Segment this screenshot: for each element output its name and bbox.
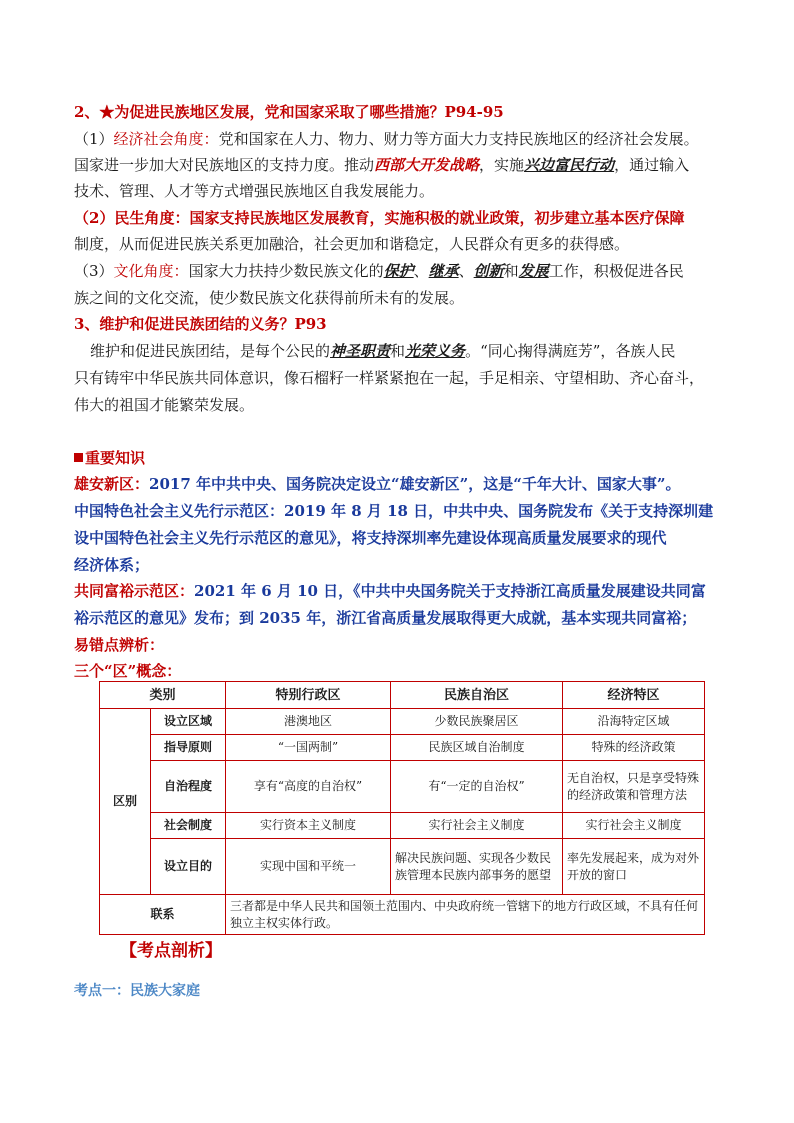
xiongan-line: 雄安新区：2017 年中共中央、国务院决定设立“雄安新区”，这是“千年大计、国家大事”。 [74,475,681,493]
relation-row: 联系 三者都是中华人民共和国领土范围内、中央政府统一管辖下的地方行政区域，不具有任何独立主权实体行政。 [100,895,705,935]
table-row: 自治程度 享有“高度的自治权” 有“一定的自治权” 无自治权，只是享受特殊的经济政策和管理方法 [100,761,705,813]
group-label: 区别 [100,709,151,895]
border-prosperity-emphasis: 兴边富民行动 [524,156,615,174]
q2-paragraph-2-line-2: 制度，从而促进民族关系更加融洽，社会更加和谐稳定，人民群众有更多的获得感。 [74,235,630,253]
table-header: 类别 [100,682,226,709]
q2-paragraph-1-line-2: 国家进一步加大对民族地区的支持力度。推动西部大开发战略，实施兴边富民行动，通过输入 [74,156,690,174]
table-header: 经济特区 [563,682,705,709]
q2-paragraph-3-line-2: 族之间的文化交流，使少数民族文化获得前所未有的发展。 [74,289,465,307]
western-development-emphasis: 西部大开发战略 [374,156,480,174]
shenzhen-line-1: 中国特色社会主义先行示范区：2019 年 8 月 18 日，中共中央、国务院发布《关于支持深圳建 [74,502,714,520]
table-header-row [100,682,705,709]
question-3-title: 3、维护和促进民族团结的义务？P93 [74,315,327,333]
three-zones-label: 三个“区”概念： [74,662,182,680]
q3-line-3: 伟大的祖国才能繁荣发展。 [74,396,255,414]
q2-paragraph-1-line-1: （1）经济社会角度：党和国家在人力、物力、财力等方面大力支持民族地区的经济社会发展。 [74,130,699,148]
exam-analysis-heading: 【考点剖析】 [120,941,222,961]
exam-point-one: 考点一：民族大家庭 [74,983,200,999]
table-row: 设立目的 实现中国和平统一 解决民族问题、实现各少数民族管理本民族内部事务的愿望 率先发展起来，成为对外开放的窗口 [100,839,705,895]
table-row: 社会制度 实行资本主义制度 实行社会主义制度 实行社会主义制度 [100,813,705,839]
table-row: 区别 设立区域 港澳地区 少数民族聚居区 沿海特定区域 [100,709,705,735]
shenzhen-line-3: 经济体系； [74,556,150,574]
q2-paragraph-2-line-1: （2）民生角度：国家支持民族地区发展教育，实施积极的就业政策，初步建立基本医疗保障 [74,209,685,227]
q3-line-2: 只有铸牢中华民族共同体意识，像石榴籽一样紧紧抱在一起，手足相亲、守望相助、齐心奋斗， [74,369,705,387]
common-prosperity-line-2: 裕示范区的意见》发布；到 2035 年，浙江省高质量发展取得更大成就，基本实现共同富裕； [74,609,697,627]
table-row: 指导原则 “一国两制” 民族区域自治制度 特殊的经济政策 [100,735,705,761]
question-2-title: 2、★为促进民族地区发展，党和国家采取了哪些措施？P94-95 [74,103,504,121]
culture-angle-label: 文化角度： [113,262,189,280]
important-knowledge-heading: 重要知识 [74,447,145,469]
common-prosperity-line-1: 共同富裕示范区：2021 年 6 月 10 日，《中共中央国务院关于支持浙江高质量发展建设共同富 [74,582,706,600]
q2-paragraph-3-line-1: （3）文化角度：国家大力扶持少数民族文化的保护、继承、创新和发展工作，积极促进各民 [74,262,684,280]
economic-angle-label: 经济社会角度： [113,130,219,148]
q2-paragraph-1-line-3: 技术、管理、人才等方式增强民族地区自我发展能力。 [74,182,435,200]
three-zones-table [99,681,705,935]
q3-line-1: 维护和促进民族团结，是每个公民的神圣职责和光荣义务。“同心掬得满庭芳”，各族人民 [90,342,676,360]
table-header: 特别行政区 [226,682,391,709]
square-bullet-icon [74,453,83,462]
error-prone-label: 易错点辨析： [74,636,165,654]
table-header: 民族自治区 [391,682,563,709]
shenzhen-line-2: 设中国特色社会主义先行示范区的意见》，将支持深圳率先建设体现高质量发展要求的现代 [74,529,667,547]
